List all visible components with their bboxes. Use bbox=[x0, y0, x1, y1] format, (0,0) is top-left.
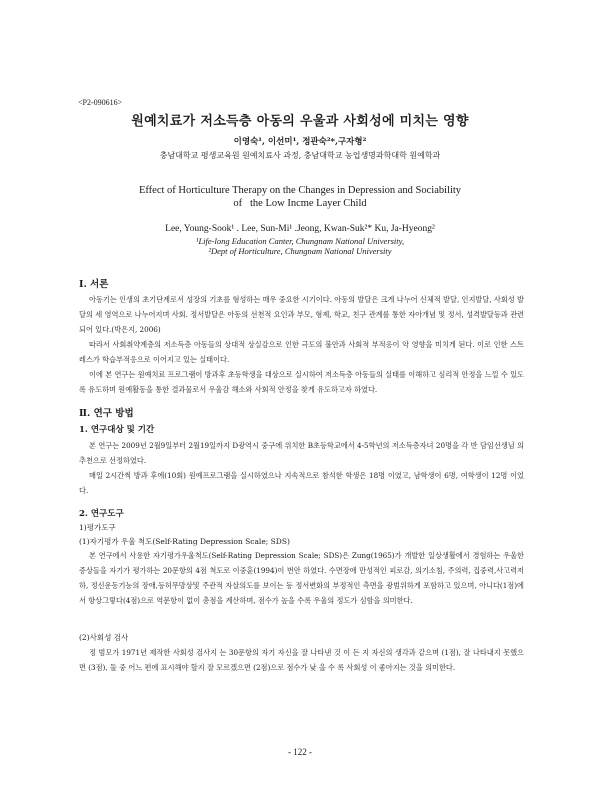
title-english-line1: Effect of Horticulture Therapy on the Changes in Depression and Sociability bbox=[138, 185, 462, 196]
tool-1-body bbox=[79, 548, 524, 608]
methods-body-1 bbox=[79, 438, 524, 498]
authors-english: Lee, Young-Sook¹ . Lee, Sun-Mi¹ .Jeong, Kwan-Suk²* Ku, Ja-Hyeong² bbox=[165, 224, 435, 234]
tool-2-paragraph: 정 범모가 1971년 제작한 사회성 검사지 는 30문항의 자기 자신을 잘 나타낸 것 이 든 지 자신의 생각과 같으며 (1점), 잘 나타내지 못했으면 (3점), 둘 중 어느 편에 표시해야 할지 잘 모르겠으면 (2점)으로 점수가 낮 을 수 록 사회성 이 좋아지는 것을 의미한다. bbox=[79, 648, 524, 672]
title-english bbox=[0, 184, 600, 210]
title-english-line2: of the Low Incme Layer Child bbox=[233, 198, 367, 209]
methods-subheading-1: 1. 연구대상 및 기간 bbox=[79, 425, 155, 435]
methods-subheading-2: 2. 연구도구 bbox=[79, 509, 124, 519]
title-korean: 원예치료가 저소득층 아동의 우울과 사회성에 미치는 영향 bbox=[131, 114, 469, 129]
intro-heading: Ⅰ. 서론 bbox=[79, 279, 109, 290]
paper-code: <P2-090616> bbox=[78, 98, 123, 107]
authors-korean: 이영숙¹, 이선미¹, 정관숙²*,구자형² bbox=[233, 137, 367, 147]
tool-1-paragraph: 본 연구에서 사용한 자기평가우울척도(Self-Rating Depression Scale; SDS)은 Zung(1965)가 개발한 일상생활에서 경험하는 우울한 증상들을 자기가 평가하는 20문항의 4점 척도로 이중훈(1994)이 번안 하였다. 수면장애 만성적인 피로감, 의기소침, 주의력, 집중력,사고력저하, 정신운동기능의 장애,등허무망상및 주관적 자살의도를 보이는 등 정서변화의 부정적인 측면을 광범위하게 포함하고 있으며, 아니다(1점)에서 항상그렇다(4점)으로 역문항이 없이 총점을 계산하며, 점수가 높을 수록 우울의 정도가 심함을 의미한다. bbox=[79, 551, 524, 605]
affiliation-korean: 충남대학교 평생교육원 원예치료사 과정, 충남대학교 농업생명과학대학 원예학과 bbox=[159, 151, 441, 160]
affiliation-english-1: ¹Life-long Education Canter, Chungnam National University, bbox=[195, 236, 405, 246]
affiliation-english-2: ²Dept of Horticulture, Chungnam National University bbox=[208, 246, 392, 256]
affiliation-english bbox=[0, 236, 600, 256]
tool-1-heading: (1)자기평가 우울 척도(Self-Rating Depression Scale; SDS) bbox=[79, 537, 290, 546]
intro-paragraph-1: 아동기는 인생의 초기단계로서 성장의 기초를 형성하는 매우 중요한 시기이다. 아동의 발달은 크게 나누어 신체적 발달, 인지발달, 사회성 발달의 세 영역으로 나누어지며 사회. 정서발달은 아동의 선천적 요인과 부모, 형제, 학교, 친구 관계를 통한 자아개념 및 정서, 성격발달등과 관련되어 있다.(박은지, 2006) bbox=[79, 295, 524, 334]
methods-paragraph-2: 매일 2시간씩 방과 후에(10회) 원예프로그램을 실시하였으나 지속적으로 참석한 학생은 18명 이였고, 남학생이 6명, 여학생이 12명 이었다. bbox=[79, 471, 524, 495]
methods-paragraph-1: 본 연구는 2009년 2월9일부터 2월19일까지 D광역시 중구에 위치한 B초등학교에서 4-5학년의 저소득층자녀 20명을 각 반 담임선생님 의 추천으로 선정하였다. bbox=[79, 441, 524, 465]
tool-heading: 1)평가도구 bbox=[79, 523, 116, 532]
tool-2-heading: (2)사회성 검사 bbox=[79, 633, 129, 642]
intro-paragraph-3: 이에 본 연구는 원예치료 프로그램이 방과후 초등학생을 대상으로 실시하여 저소득층 아동들의 실태를 이해하고 심리적 안정을 느낄 수 있도록 유도하며 원예활동을 통한 결과물로서 우울감 해소와 사회적 안정을 찾게 유도하고자 하였다. bbox=[79, 370, 524, 394]
intro-body bbox=[79, 292, 524, 397]
tool-2-body bbox=[79, 645, 524, 675]
page-number: - 122 - bbox=[288, 747, 312, 757]
methods-heading: Ⅱ. 연구 방법 bbox=[79, 408, 134, 419]
intro-paragraph-2: 따라서 사회취약계층의 저소득층 아동들의 상대적 상실감으로 인한 극도의 불안과 사회적 부적응이 악 영향을 미치게 된다. 이로 인한 스트레스가 학습부적응으로 이어지고 있는 실태이다. bbox=[79, 340, 524, 364]
